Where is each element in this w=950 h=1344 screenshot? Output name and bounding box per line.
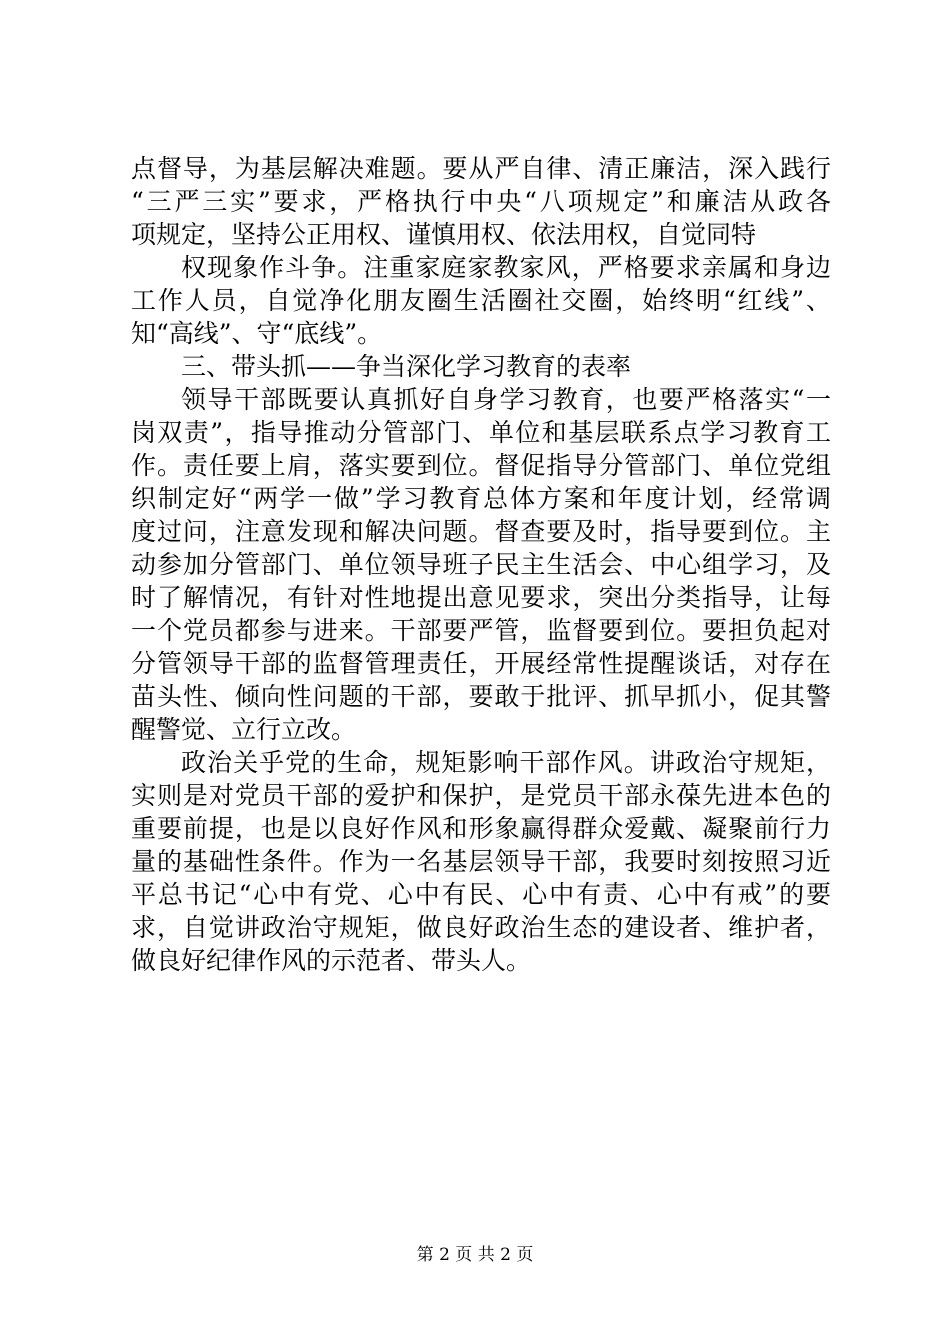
text-line: 知“高线”、守“底线”。 bbox=[131, 319, 383, 348]
text-line: 织制定好“两学一做”学习教育总体方案和年度计划，经常调 bbox=[131, 484, 831, 513]
text-line: 实则是对党员干部的爱护和保护，是党员干部永葆先进本色的 bbox=[131, 781, 831, 810]
text-line: 点督导，为基层解决难题。要从严自律、清正廉洁，深入践行 bbox=[131, 154, 831, 183]
text-line: 项规定，坚持公正用权、谨慎用权、依法用权，自觉同特 bbox=[131, 220, 757, 249]
text-line: 工作人员，自觉净化朋友圈生活圈社交圈，始终明“红线”、 bbox=[131, 286, 831, 315]
text-line: 一个党员都参与进来。干部要严管，监督要到位。要担负起对 bbox=[131, 616, 831, 645]
text-line: 求，自觉讲政治守规矩，做良好政治生态的建设者、维护者， bbox=[131, 913, 831, 942]
text-line: 量的基础性条件。作为一名基层领导干部，我要时刻按照习近 bbox=[131, 847, 831, 876]
page-number-footer: 第 2 页 共 2 页 bbox=[416, 1245, 534, 1265]
text-line: 动参加分管部门、单位领导班子民主生活会、中心组学习，及 bbox=[131, 550, 831, 579]
text-line: 醒警觉、立行立改。 bbox=[131, 715, 357, 744]
section-heading: 三、带头抓——争当深化学习教育的表率 bbox=[181, 352, 632, 381]
text-line: 重要前提，也是以良好作风和形象赢得群众爱戴、凝聚前行力 bbox=[131, 814, 831, 843]
text-line: 岗双责”，指导推动分管部门、单位和基层联系点学习教育工 bbox=[131, 418, 831, 447]
document-body bbox=[131, 152, 831, 977]
text-line: 分管领导干部的监督管理责任，开展经常性提醒谈话，对存在 bbox=[131, 649, 831, 678]
text-line: 领导干部既要认真抓好自身学习教育，也要严格落实“一 bbox=[181, 385, 831, 414]
text-line: 时了解情况，有针对性地提出意见要求，突出分类指导，让每 bbox=[131, 583, 831, 612]
text-line: 平总书记“心中有党、心中有民、心中有责、心中有戒”的要 bbox=[131, 880, 831, 909]
text-line: 度过问，注意发现和解决问题。督查要及时，指导要到位。主 bbox=[131, 517, 831, 546]
text-line: 权现象作斗争。注重家庭家教家风，严格要求亲属和身边 bbox=[181, 253, 831, 282]
text-line: 作。责任要上肩，落实要到位。督促指导分管部门、单位党组 bbox=[131, 451, 831, 480]
text-line: 苗头性、倾向性问题的干部，要敢于批评、抓早抓小，促其警 bbox=[131, 682, 831, 711]
text-line: “三严三实”要求，严格执行中央“八项规定”和廉洁从政各 bbox=[131, 187, 831, 216]
text-line: 做良好纪律作风的示范者、带头人。 bbox=[131, 946, 532, 975]
text-line: 政治关乎党的生命，规矩影响干部作风。讲政治守规矩， bbox=[181, 748, 831, 777]
